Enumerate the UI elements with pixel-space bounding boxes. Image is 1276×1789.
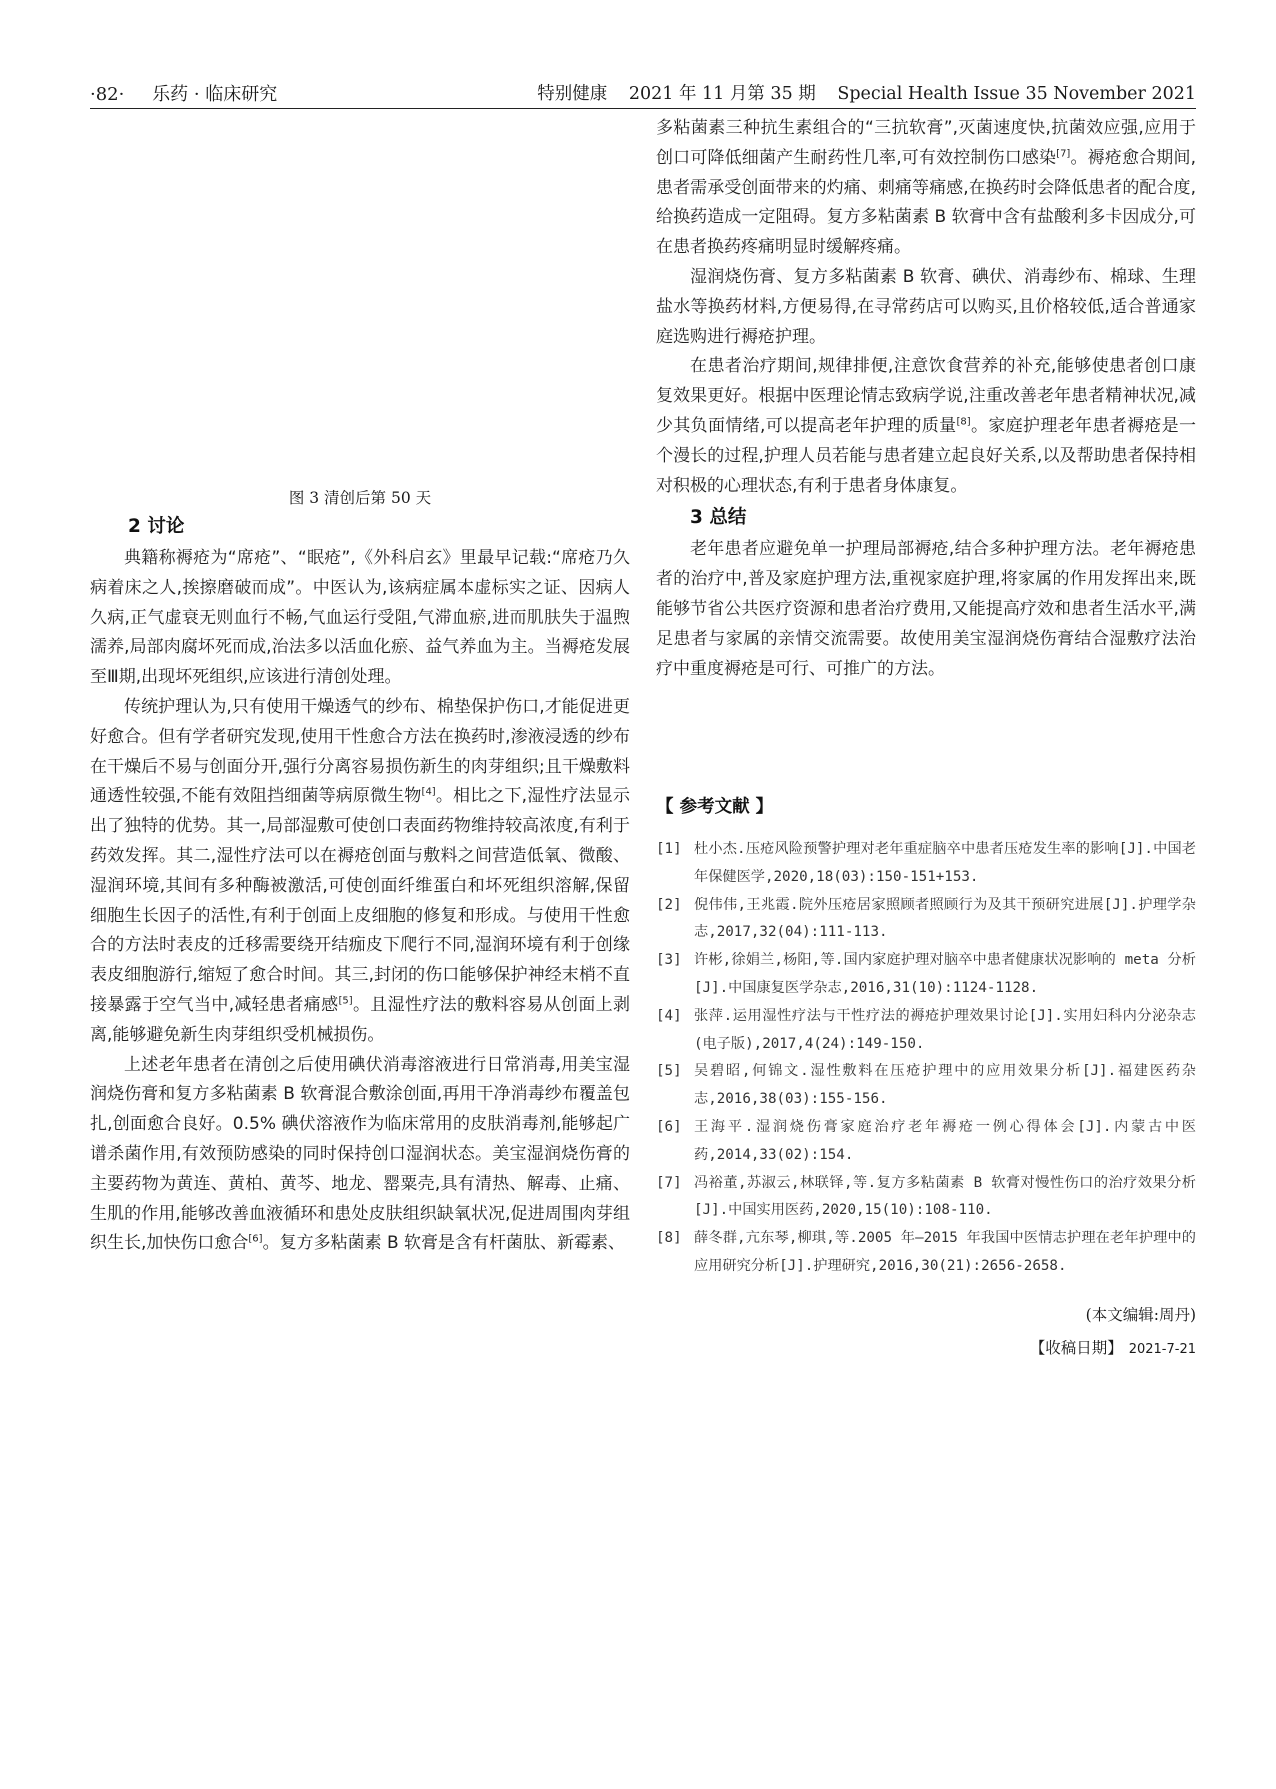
figure-area	[90, 112, 630, 472]
reference-text: 薛冬群,亢东琴,柳琪,等.2005 年—2015 年我国中医情志护理在老年护理中的应用研究分析[J].护理研究,2016,30(21):2656-2658.	[694, 1230, 1196, 1274]
received-label: 【收稿日期】	[1029, 1339, 1123, 1357]
heading-summary: 3 总结	[690, 507, 747, 529]
paragraph: 上述老年患者在清创之后使用碘伏消毒溶液进行日常消毒,用美宝湿润烧伤膏和复方多粘菌素 B 软膏混合敷涂创面,再用干净消毒纱布覆盖包扎,创面愈合良好。0.5% 碘伏溶液作为临床常用的皮肤消毒剂,能够起广谱杀菌作用,有效预防感染的同时保持创口湿润状态。美宝湿润烧伤膏的主要药物为黄连、黄柏、黄芩、地龙、罂粟壳,具有清热、解毒、止痛、生肌的作用,能够改善血液循环和患处皮肤组织缺氧状况,促进周围肉芽组织生长,加快伤口愈合[6]。复方多粘菌素 B 软膏是含有杆菌肽、新霉素、	[90, 1054, 630, 1254]
paragraph: 多粘菌素三种抗生素组合的“三抗软膏”,灭菌速度快,抗菌效应强,应用于创口可降低细菌产生耐药性几率,可有效控制伤口感染[7]。褥疮愈合期间,患者需承受创面带来的灼痛、刺痛等痛感,在换药时会降低患者的配合度,给换药造成一定阻碍。复方多粘菌素 B 软膏中含有盐酸利多卡因成分,可在患者换药疼痛明显时缓解疼痛。	[656, 118, 1197, 258]
reference-number: [2]	[656, 896, 682, 913]
reference-text: 许彬,徐娟兰,杨阳,等.国内家庭护理对脑卒中患者健康状况影响的 meta 分析[J].中国康复医学杂志,2016,31(10):1124-1128.	[694, 952, 1196, 996]
reference-number: [3]	[656, 952, 682, 969]
references-title: 【 参考文献 】	[656, 797, 774, 817]
journal-name: 特别健康	[537, 84, 608, 104]
reference-text: 杜小杰.压疮风险预警护理对老年重症脑卒中患者压疮发生率的影响[J].中国老年保健医学,2020,18(03):150-151+153.	[694, 841, 1196, 885]
references-section	[656, 793, 1196, 1281]
citation: [8]	[956, 416, 971, 428]
issue-en: Special Health Issue 35 November 2021	[837, 84, 1196, 104]
reference-item	[656, 1225, 1196, 1281]
received-date-value: 2021-7-21	[1128, 1342, 1196, 1357]
reference-list	[656, 836, 1196, 1281]
right-column	[656, 114, 1196, 684]
reference-text: 王海平.湿润烧伤膏家庭治疗老年褥疮一例心得体会[J].内蒙古中医药,2014,33(02):154.	[694, 1118, 1196, 1163]
figure-caption: 图 3 清创后第 50 天	[288, 489, 432, 507]
section-name: 乐药 · 临床研究	[152, 84, 278, 105]
reference-item	[656, 1170, 1196, 1226]
header-right	[521, 80, 1196, 105]
reference-item	[656, 1114, 1196, 1170]
left-column	[90, 512, 630, 1259]
paragraph: 湿润烧伤膏、复方多粘菌素 B 软膏、碘伏、消毒纱布、棉球、生理盐水等换药材料,方便易得,在寻常药店可以购买,且价格较低,适合普通家庭选购进行褥疮护理。	[656, 266, 1196, 347]
reference-text: 冯裕董,苏淑云,林联铎,等.复方多粘菌素 B 软膏对慢性伤口的治疗效果分析[J].中国实用医药,2020,15(10):108-110.	[694, 1174, 1196, 1219]
reference-item	[656, 947, 1196, 1003]
reference-text: 吴碧昭,何锦文.湿性敷料在压疮护理中的应用效果分析[J].福建医药杂志,2016,38(03):155-156.	[694, 1063, 1196, 1108]
editor-note: (本文编辑:周丹)	[1085, 1306, 1196, 1324]
citation: [5]	[338, 995, 353, 1007]
reference-item	[656, 1003, 1196, 1059]
reference-number: [5]	[656, 1063, 682, 1080]
citation: [7]	[1056, 148, 1071, 160]
paragraph: 在患者治疗期间,规律排便,注意饮食营养的补充,能够使患者创口康复效果更好。根据中医理论情志致病学说,注重改善老年患者精神状况,减少其负面情绪,可以提高老年护理的质量[8]。家庭护理老年患者褥疮是一个漫长的过程,护理人员若能与患者建立起良好关系,以及帮助患者保持相对积极的心理状态,有利于患者身体康复。	[656, 356, 1197, 496]
header-left	[90, 80, 277, 106]
received-date	[1030, 1336, 1196, 1358]
reference-number: [4]	[656, 1007, 682, 1024]
heading-discussion: 2 讨论	[128, 516, 185, 537]
citation: [6]	[248, 1233, 263, 1245]
paragraph: 传统护理认为,只有使用干燥透气的纱布、棉垫保护伤口,才能促进更好愈合。但有学者研究发现,使用干性愈合方法在换药时,渗液浸透的纱布在干燥后不易与创面分开,强行分离容易损伤新生的肉芽组织;且干燥敷料通透性较强,不能有效阻挡细菌等病原微生物[4]。相比之下,湿性疗法显示出了独特的优势。其一,局部湿敷可使创口表面药物维持较高浓度,有利于药效发挥。其二,湿性疗法可以在褥疮创面与敷料之间营造低氧、微酸、湿润环境,其间有多种酶被激活,可使创面纤维蛋白和坏死组织溶解,保留细胞生长因子的活性,有利于创面上皮细胞的修复和形成。与使用干性愈合的方法时表皮的迁移需要绕开结痂皮下爬行不同,湿润环境有利于创缘表皮细胞游行,缩短了愈合时间。其三,封闭的伤口能够保护神经末梢不直接暴露于空气当中,减轻患者痛感[5]。且湿性疗法的敷料容易从创面上剥离,能够避免新生肉芽组织受机械损伤。	[90, 696, 631, 1045]
reference-text: 张萍.运用湿性疗法与干性疗法的褥疮护理效果讨论[J].实用妇科内分泌杂志(电子版),2017,4(24):149-150.	[694, 1007, 1196, 1052]
issue-cn: 2021 年 11 月第 35 期	[628, 84, 816, 104]
paragraph: 典籍称褥疮为“席疮”、“眠疮”,《外科启玄》里最早记载:“席疮乃久病着床之人,挨擦磨破而成”。中医认为,该病症属本虚标实之证、因病人久病,正气虚衰无则血行不畅,气血运行受阻,气滞血瘀,进而肌肤失于温煦濡养,局部肉腐坏死而成,治法多以活血化瘀、益气养血为主。当褥疮发展至Ⅲ期,出现坏死组织,应该进行清创处理。	[90, 548, 630, 688]
reference-item	[656, 892, 1196, 948]
paragraph: 老年患者应避免单一护理局部褥疮,结合多种护理方法。老年褥疮患者的治疗中,普及家庭护理方法,重视家庭护理,将家属的作用发挥出来,既能够节省公共医疗资源和患者治疗费用,又能提高疗效和患者生活水平,满足患者与家属的亲情交流需要。故使用美宝湿润烧伤膏结合湿敷疗法治疗中重度褥疮是可行、可推广的方法。	[656, 539, 1196, 679]
citation: [4]	[421, 786, 436, 798]
reference-number: [6]	[656, 1118, 682, 1135]
reference-number: [7]	[656, 1174, 682, 1191]
reference-item	[656, 1058, 1196, 1114]
page-header	[90, 78, 1196, 109]
reference-number: [8]	[656, 1230, 682, 1247]
reference-number: [1]	[656, 841, 682, 857]
page-number: ·82·	[90, 84, 125, 105]
reference-item	[656, 836, 1196, 892]
reference-text: 倪伟伟,王兆霞.院外压疮居家照顾者照顾行为及其干预研究进展[J].护理学杂志,2017,32(04):111-113.	[694, 896, 1196, 941]
